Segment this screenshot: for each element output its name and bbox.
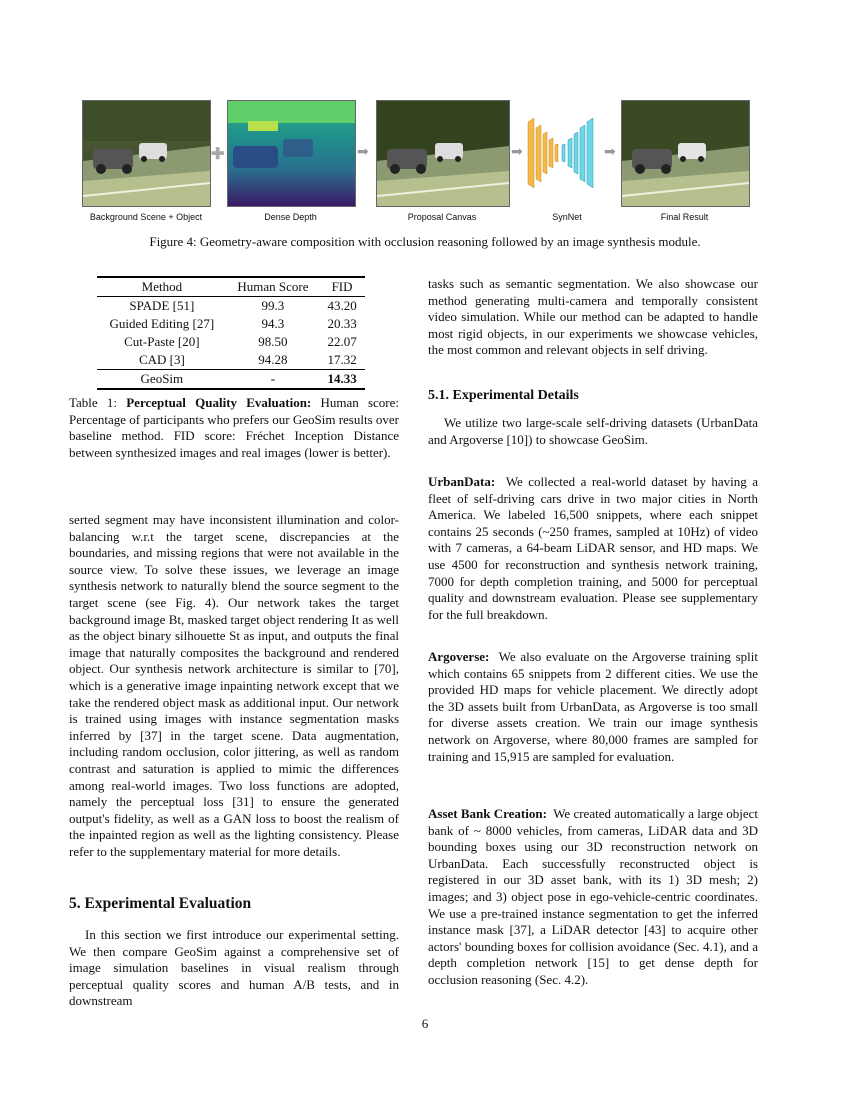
table-caption-text: Human score: Percentage of participants who prefers our GeoSim results over baseline method. FID score: Fréchet Inception Distance between synthesized images and real images (lower is better). xyxy=(69,395,400,460)
argoverse-text: We also evaluate on the Argoverse training split which contains 65 snippets from 2 different cities. We use the provided HD maps for vehicle placement. We directly adopt the 3D assets built from UrbanData, as Argoverse is too small for diverse assets creation. We train our image synthesis network on Argoverse, where 80,000 frames are sampled for training and 15,915 are sampled for evaluation. xyxy=(428,649,758,764)
right-paragraph-2: We utilize two large-scale self-driving datasets (UrbanData and Argoverse [10]) to showcase GeoSim. xyxy=(428,415,758,447)
table-cell: 94.3 xyxy=(261,316,285,331)
table-header: Human Score xyxy=(227,277,319,297)
table-cell: CAD [3] xyxy=(138,352,185,367)
figure-label: Final Result xyxy=(660,212,709,222)
table-row xyxy=(97,297,365,316)
table-cell: 20.33 xyxy=(327,316,357,331)
table-cell: 94.28 xyxy=(258,352,288,367)
plus-icon: ✚ xyxy=(211,146,225,163)
results-table xyxy=(97,276,365,390)
left-paragraph-1: serted segment may have inconsistent illumination and color-balancing w.r.t the target scene, discrepancies at the boundaries, and missing regions that were not available in the source view. To solve these issues, we leverage an image synthesis network to naturally blend the source segment to the target scene (see Fig. 4). Our network takes the target background image Bt, masked target object rendering It as well as the object binary silhouette St as input, and outputs the final image that naturally composites the background and rendered object. Our synthesis network architecture is similar to [70], which is a generative image inpainting network except that we take the rendered object mask as additional input. Our network is trained using images with instance segmentation masks inferred by [37] in the target scene. Data augmentation, including random occlusion, color jittering, as well as random contrast and saturation is applied to mimic the differences among real-world images. Two loss functions are adopted, namely the perceptual loss [31] to ensure the generated output's fidelity, as well as a GAN loss to boost the realism of the inpainted region as well as the lighting consistency. Please refer to the supplementary material for more details. xyxy=(69,512,399,859)
proposal-canvas-image xyxy=(376,100,510,207)
figure-label: SynNet xyxy=(552,212,582,222)
table-cell: 17.32 xyxy=(327,352,357,367)
table-row xyxy=(97,351,365,370)
asset-bank-label: Asset Bank Creation: xyxy=(428,806,547,821)
table-cell: 98.50 xyxy=(258,334,288,349)
asset-bank-paragraph xyxy=(428,806,758,989)
table-cell: 22.07 xyxy=(327,334,357,349)
table-caption-label: Table 1: xyxy=(69,395,118,410)
background-scene-image xyxy=(82,100,211,207)
figure-label: Dense Depth xyxy=(264,212,317,222)
table-cell: Cut-Paste [20] xyxy=(124,334,200,349)
table-cell: Guided Editing [27] xyxy=(109,316,215,331)
table-row xyxy=(97,315,365,333)
figure-label: Proposal Canvas xyxy=(407,212,477,222)
page-number: 6 xyxy=(421,1016,429,1031)
table-header-row xyxy=(97,277,365,297)
table-caption-title: Perceptual Quality Evaluation: xyxy=(126,395,312,410)
figure-label: Background Scene + Object xyxy=(89,212,203,222)
left-paragraph-2: In this section we first introduce our experimental setting. We then compare GeoSim against a comprehensive set of image simulation baselines in visual realism through perceptual quality scores and human A/B tests, and in downstream xyxy=(69,927,399,1009)
arrow-right-icon: ➡ xyxy=(604,143,616,159)
asset-bank-text: We created automatically a large object bank of ~ 8000 vehicles, from cameras, LiDAR data and 3D bounding boxes using our 3D reconstruction network on UrbanData. Each successfully reconstructed object is registered in our 3D asset bank, with its 1) 3D mesh; 2) images; and 3) object pose in ego-vehicle-centric coordinates. We use a pre-trained instance segmentation to get the inferred instance mask [37], a LiDAR detector [43] to acquire other actors' bounding boxes for collision avoidance (Sec. 4.1), and a depth completion network [15] to get dense depth for occlusion reasoning (Sec. 4.2). xyxy=(428,806,759,987)
right-paragraph-1: tasks such as semantic segmentation. We also showcase our method generating multi-camera and temporally consistent video simulation. While our method can be adapted to handle most rigid objects, in our experiments we showcase vehicles, the most common and relevant objects in self driving. xyxy=(428,276,758,358)
table-cell: 43.20 xyxy=(327,298,357,313)
table-cell: 14.33 xyxy=(319,370,365,390)
table-cell: SPADE [51] xyxy=(129,298,195,313)
argoverse-paragraph xyxy=(428,649,758,765)
table-row xyxy=(97,370,365,390)
urbandata-paragraph xyxy=(428,474,758,623)
table-header: FID xyxy=(319,277,365,297)
table-cell: 99.3 xyxy=(261,298,285,313)
table-cell: GeoSim xyxy=(97,370,227,390)
urbandata-text: We collected a real-world dataset by having a fleet of self-driving cars drive in two major cities in North America. We labeled 16,500 snippets, where each snippet contains 25 seconds (~250 frames, sampled at 10Hz) of video with 7 cameras, a 64-beam LiDAR sensor, and HD maps. We use 4500 for reconstruction and synthesis network training, 7000 for depth completion training, and 5000 for perceptual quality and downstream evaluation. Please see supplementary for the full breakdown. xyxy=(428,474,758,622)
table-header: Method xyxy=(97,277,227,297)
final-result-image xyxy=(621,100,750,207)
dense-depth-image xyxy=(227,100,356,207)
table-caption xyxy=(69,395,399,461)
argoverse-label: Argoverse: xyxy=(428,649,490,664)
section-title: 5. Experimental Evaluation xyxy=(69,895,252,912)
arrow-right-icon: ➡ xyxy=(511,143,523,159)
table-cell: - xyxy=(227,370,319,390)
figure-caption: Figure 4: Geometry-aware composition with occlusion reasoning followed by an image synthesis module. xyxy=(149,234,701,249)
synnet-diagram xyxy=(526,112,608,196)
arrow-right-icon: ➡ xyxy=(357,143,369,159)
urbandata-label: UrbanData: xyxy=(428,474,496,489)
subsection-title: 5.1. Experimental Details xyxy=(428,388,579,403)
table-row xyxy=(97,333,365,351)
